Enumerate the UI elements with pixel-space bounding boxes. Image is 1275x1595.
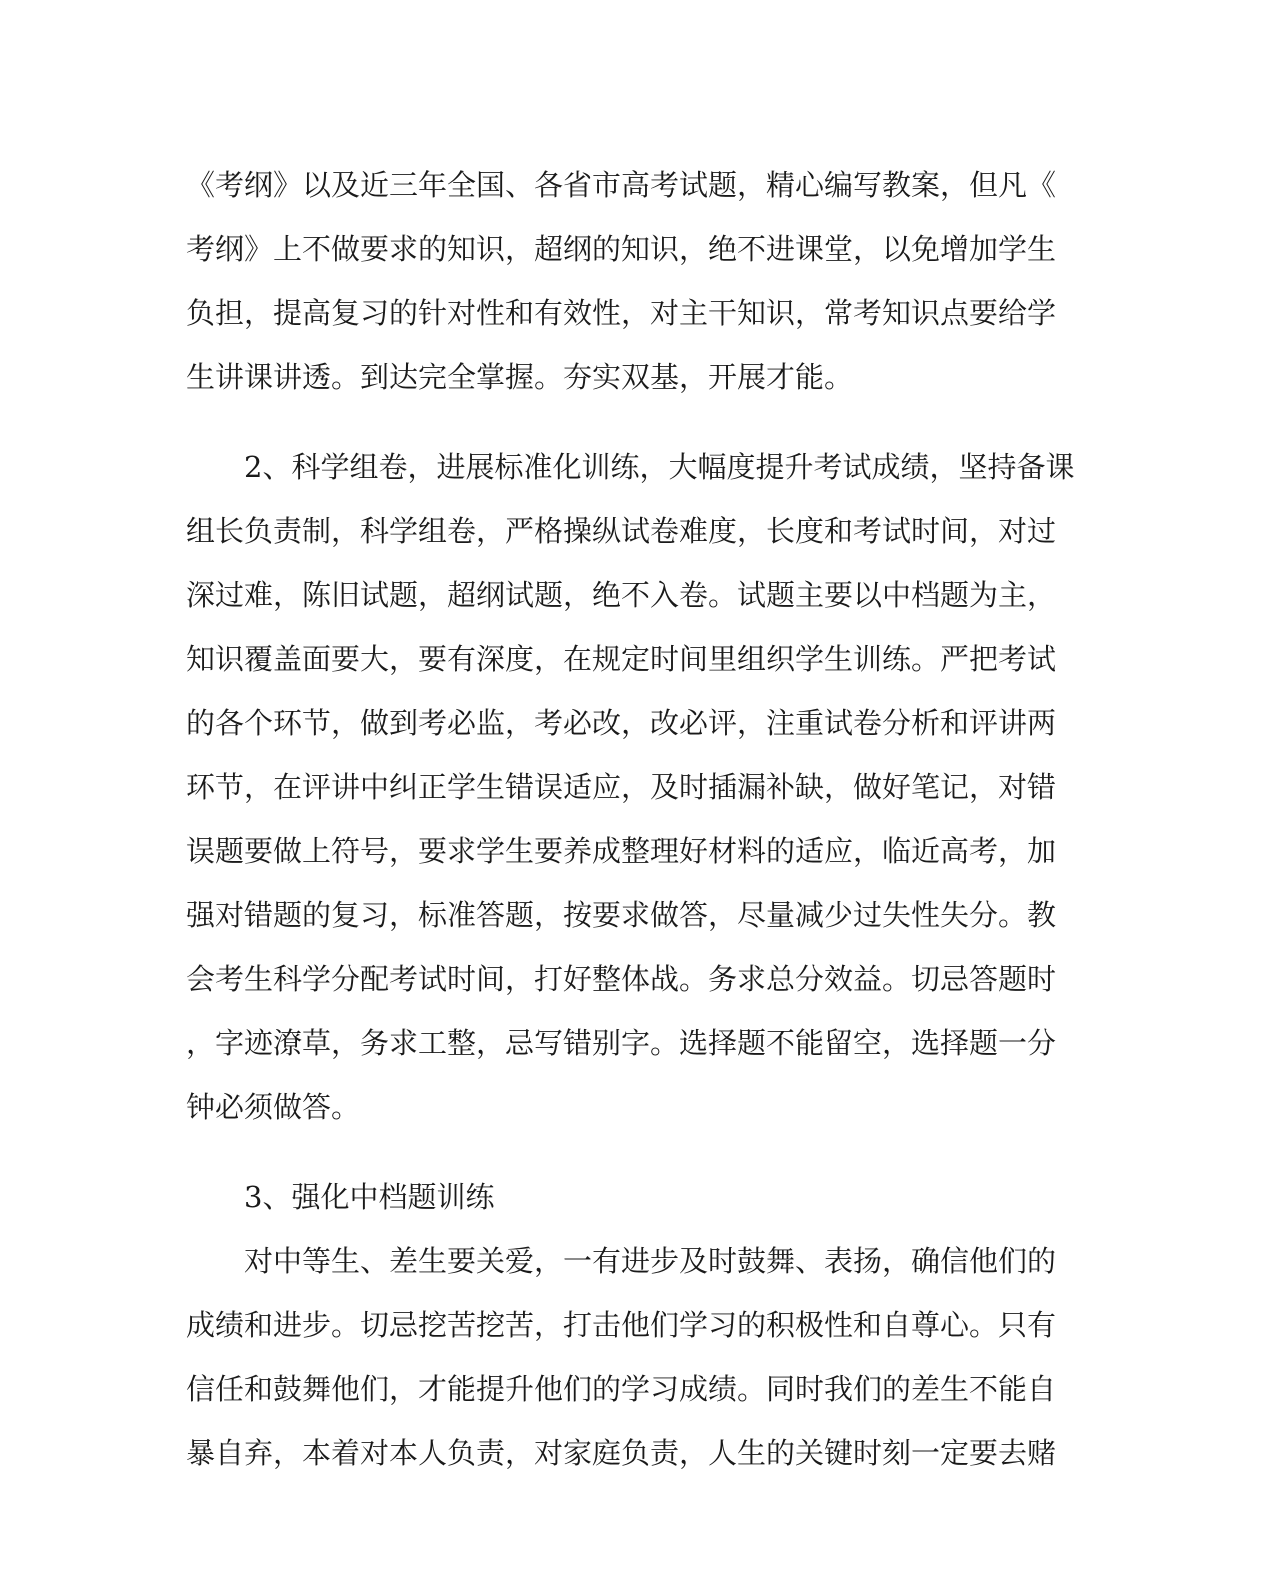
section-heading: 3、强化中档题训练 [244, 1180, 495, 1214]
paragraph-student-care [186, 1229, 1066, 1485]
text-line: 考纲》上不做要求的知识，超纲的知识，绝不进课堂，以免增加学生 [186, 232, 1057, 266]
text-line: 知识覆盖面要大，要有深度，在规定时间里组织学生训练。严把考试 [186, 642, 1057, 676]
text-line: 生讲课讲透。到达完全掌握。夯实双基，开展才能。 [186, 360, 854, 394]
text-line: 成绩和进步。切忌挖苦挖苦，打击他们学习的积极性和自尊心。只有 [186, 1308, 1057, 1342]
text-line: 会考生科学分配考试时间，打好整体战。务求总分效益。切忌答题时 [186, 962, 1057, 996]
text-line: 负担，提高复习的针对性和有效性，对主干知识，常考知识点要给学 [186, 296, 1057, 330]
text-line: 暴自弃，本着对本人负责，对家庭负责，人生的关键时刻一定要去赌 [186, 1436, 1057, 1470]
text-line: 的各个环节，做到考必监，考必改，改必评，注重试卷分析和评讲两 [186, 706, 1057, 740]
text-line: 环节，在评讲中纠正学生错误适应，及时插漏补缺，做好笔记，对错 [186, 770, 1057, 804]
text-line: 强对错题的复习，标准答题，按要求做答，尽量减少过失性失分。教 [186, 898, 1057, 932]
paragraph-exam-outline [186, 153, 1066, 409]
text-line: 深过难，陈旧试题，超纲试题，绝不入卷。试题主要以中档题为主， [186, 578, 1057, 612]
text-line: 误题要做上符号，要求学生要养成整理好材料的适应，临近高考，加 [186, 834, 1057, 868]
text-line: 钟必须做答。 [186, 1090, 361, 1124]
text-line: 对中等生、差生要关爱，一有进步及时鼓舞、表扬，确信他们的 [244, 1244, 1057, 1278]
text-line: 《考纲》以及近三年全国、各省市高考试题，精心编写教案，但凡《 [186, 168, 1057, 202]
paragraph-heading-mid-level-training [186, 1165, 1066, 1229]
text-line: ，字迹潦草，务求工整，忌写错别字。选择题不能留空，选择题一分 [186, 1026, 1057, 1060]
text-line: 组长负责制，科学组卷，严格操纵试卷难度，长度和考试时间，对过 [186, 514, 1057, 548]
body-text [186, 153, 1075, 1485]
text-line: 2、科学组卷，进展标准化训练，大幅度提升考试成绩，坚持备课 [244, 450, 1075, 484]
paragraph-scientific-test-assembly [186, 435, 1075, 1139]
text-line: 信任和鼓舞他们，才能提升他们的学习成绩。同时我们的差生不能自 [186, 1372, 1057, 1406]
